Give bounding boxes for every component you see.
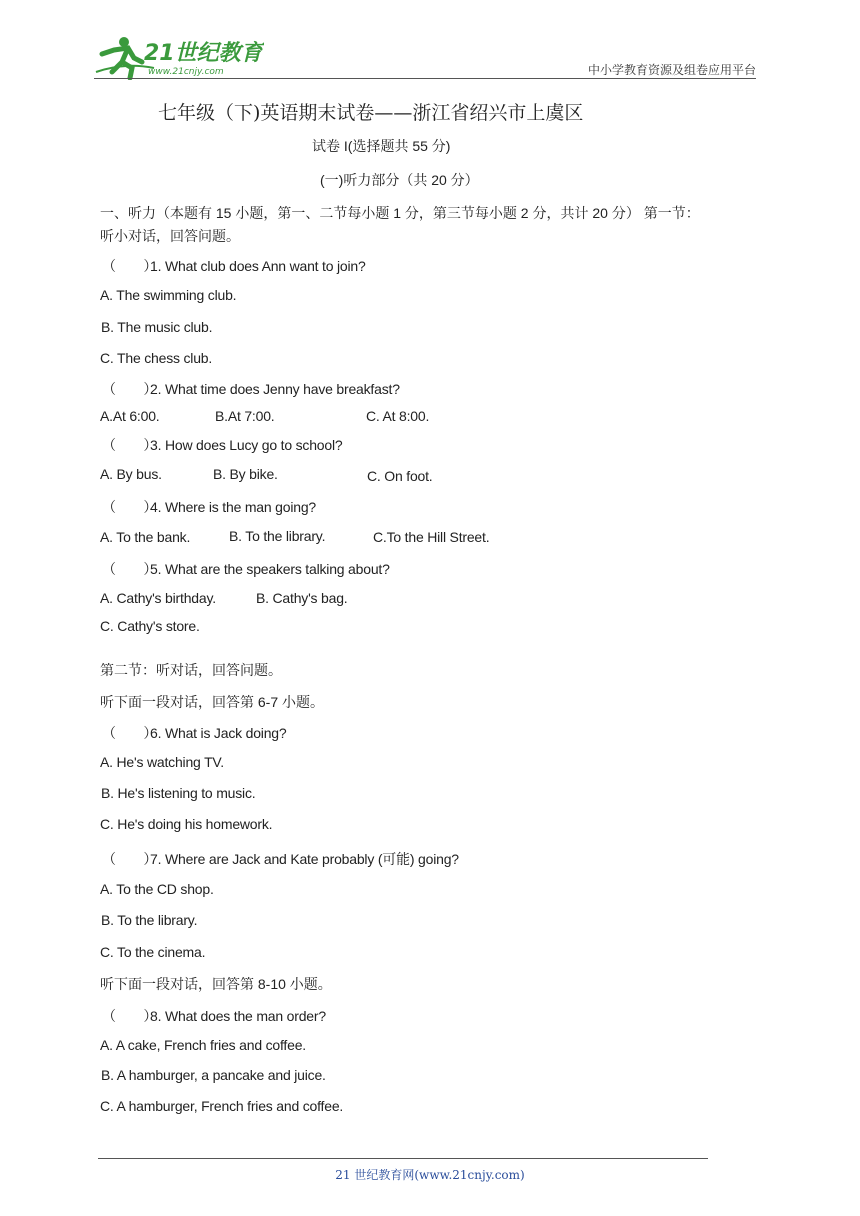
answer-bracket: （ ） bbox=[102, 1008, 158, 1024]
question-2 bbox=[102, 379, 400, 399]
header-platform-text: 中小学教育资源及组卷应用平台 bbox=[587, 63, 756, 77]
q8-option-a: A. A cake, French fries and coffee. bbox=[100, 1037, 306, 1053]
q2-option-a: A.At 6:00. bbox=[100, 408, 160, 424]
section1-heading-cont: 听小对话，回答问题。 bbox=[100, 228, 240, 244]
answer-bracket: （ ） bbox=[102, 851, 158, 867]
answer-bracket: （ ） bbox=[102, 499, 158, 515]
paper-subtitle: 试卷 I(选择题共 55 分) bbox=[312, 138, 451, 154]
footer-divider bbox=[98, 1158, 708, 1159]
answer-bracket: （ ） bbox=[102, 258, 158, 274]
q5-option-b: B. Cathy's bag. bbox=[256, 590, 348, 606]
q3-option-c: C. On foot. bbox=[367, 468, 433, 484]
question-8 bbox=[102, 1006, 326, 1026]
section2-intro-8-10: 听下面一段对话，回答第 8-10 小题。 bbox=[100, 976, 332, 992]
question-6 bbox=[102, 723, 286, 743]
q1-option-c: C. The chess club. bbox=[100, 350, 213, 366]
q6-option-b: B. He's listening to music. bbox=[101, 785, 256, 801]
section2-heading: 第二节：听对话，回答问题。 bbox=[100, 662, 282, 678]
question-stem: 7. Where are Jack and Kate probably (可能) going? bbox=[150, 851, 459, 867]
q7-option-c: C. To the cinema. bbox=[100, 944, 206, 960]
header-divider bbox=[94, 78, 756, 79]
page-title: 七年级（下)英语期末试卷——浙江省绍兴市上虞区 bbox=[158, 102, 584, 124]
q1-option-b: B. The music club. bbox=[101, 319, 213, 335]
q2-option-b: B.At 7:00. bbox=[215, 408, 275, 424]
q4-option-c: C.To the Hill Street. bbox=[373, 529, 490, 545]
question-stem: 1. What club does Ann want to join? bbox=[150, 258, 366, 274]
q4-option-b: B. To the library. bbox=[229, 528, 326, 544]
q8-option-c: C. A hamburger, French fries and coffee. bbox=[100, 1098, 344, 1114]
question-5 bbox=[102, 559, 390, 579]
question-1 bbox=[102, 256, 366, 276]
question-stem: 8. What does the man order? bbox=[150, 1008, 326, 1024]
answer-bracket: （ ） bbox=[102, 437, 158, 453]
question-stem: 4. Where is the man going? bbox=[150, 499, 317, 515]
question-stem: 2. What time does Jenny have breakfast? bbox=[150, 381, 400, 397]
q3-option-a: A. By bus. bbox=[100, 466, 162, 482]
q2-option-c: C. At 8:00. bbox=[366, 408, 430, 424]
q5-option-a: A. Cathy's birthday. bbox=[100, 590, 216, 606]
q7-option-a: A. To the CD shop. bbox=[100, 881, 214, 897]
question-3 bbox=[102, 435, 342, 455]
q1-option-a: A. The swimming club. bbox=[100, 287, 237, 303]
section-subtitle: (一)听力部分（共 20 分） bbox=[320, 172, 479, 188]
logo bbox=[94, 32, 264, 80]
q5-option-c: C. Cathy's store. bbox=[100, 618, 200, 634]
question-7 bbox=[102, 849, 459, 869]
logo-text: 21世纪教育 bbox=[144, 41, 263, 66]
section1-heading: 一、听力（本题有 15 小题，第一、二节每小题 1 分，第三节每小题 2 分，共计 20 分） 第一节： bbox=[100, 205, 700, 221]
q6-option-a: A. He's watching TV. bbox=[100, 754, 224, 770]
footer-text: 21 世纪教育网(www.21cnjy.com) bbox=[335, 1168, 525, 1182]
q6-option-c: C. He's doing his homework. bbox=[100, 816, 273, 832]
q7-option-b: B. To the library. bbox=[101, 912, 198, 928]
answer-bracket: （ ） bbox=[102, 725, 158, 741]
q8-option-b: B. A hamburger, a pancake and juice. bbox=[101, 1067, 326, 1083]
question-stem: 5. What are the speakers talking about? bbox=[150, 561, 390, 577]
logo-graphic bbox=[94, 32, 264, 80]
section2-intro-6-7: 听下面一段对话，回答第 6-7 小题。 bbox=[100, 694, 325, 710]
q4-option-a: A. To the bank. bbox=[100, 529, 191, 545]
question-stem: 6. What is Jack doing? bbox=[150, 725, 287, 741]
answer-bracket: （ ） bbox=[102, 561, 158, 577]
question-4 bbox=[102, 497, 316, 517]
logo-url: www.21cnjy.com bbox=[148, 67, 224, 77]
question-stem: 3. How does Lucy go to school? bbox=[150, 437, 343, 453]
q3-option-b: B. By bike. bbox=[213, 466, 278, 482]
answer-bracket: （ ） bbox=[102, 381, 158, 397]
